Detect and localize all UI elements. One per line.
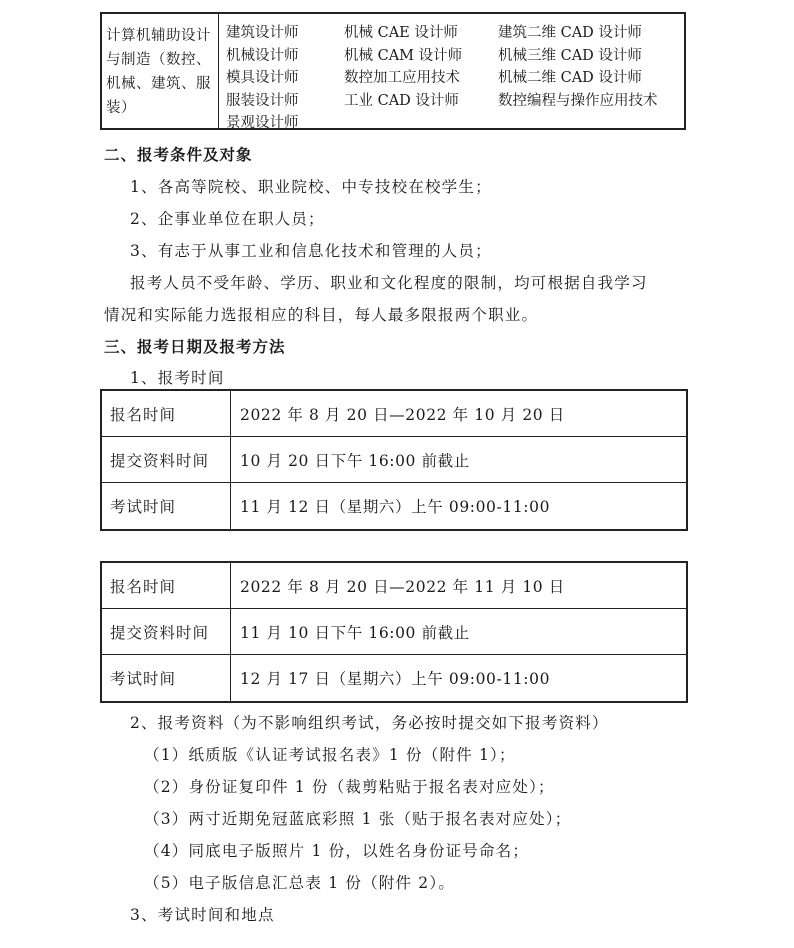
- job-title: 建筑二维 CAD 设计师: [498, 25, 642, 41]
- category-label: 计算机辅助设计与制造（数控、机械、建筑、服装）: [106, 28, 211, 116]
- schedule-value: 11 月 10 日下午 16:00 前截止: [240, 624, 470, 642]
- category-column-2: [344, 22, 462, 112]
- category-column-3: [498, 22, 658, 112]
- material-item: （3）两寸近期免冠蓝底彩照 1 张（贴于报名表对应处）；: [144, 810, 572, 828]
- schedule-table-b: [100, 561, 688, 703]
- condition-item: 1、各高等院校、职业院校、中专技校在校学生；: [130, 178, 492, 196]
- schedule-value: 2022 年 8 月 20 日—2022 年 11 月 10 日: [240, 578, 565, 596]
- condition-paragraph-line-1: 报考人员不受年龄、学历、职业和文化程度的限制，均可根据自我学习: [130, 274, 648, 292]
- schedule-value: 2022 年 8 月 20 日—2022 年 10 月 20 日: [240, 406, 565, 424]
- job-title: 机械设计师: [226, 47, 299, 64]
- table-row: [102, 391, 686, 437]
- table-row: [102, 563, 686, 609]
- schedule-table-a: [100, 389, 688, 531]
- job-title: 服装设计师: [226, 92, 299, 109]
- table-row: [102, 609, 686, 655]
- section-3-heading: 三、报考日期及报考方法: [104, 338, 286, 356]
- schedule-value: 12 月 17 日（星期六）上午 09:00-11:00: [240, 670, 551, 688]
- job-title: 模具设计师: [226, 70, 299, 87]
- condition-item: 2、企事业单位在职人员；: [130, 210, 325, 228]
- category-table: [100, 12, 686, 130]
- condition-item: 3、有志于从事工业和信息化技术和管理的人员；: [130, 242, 492, 260]
- table-row: [102, 655, 686, 701]
- table-row: [102, 483, 686, 529]
- subsection-registration-time: 1、报考时间: [130, 369, 225, 387]
- schedule-value: 11 月 12 日（星期六）上午 09:00-11:00: [240, 498, 551, 516]
- category-column-1: [226, 22, 299, 135]
- material-item: （1）纸质版《认证考试报名表》1 份（附件 1）；: [144, 746, 516, 764]
- condition-paragraph-line-2: 情况和实际能力选报相应的科目，每人最多限报两个职业。: [104, 306, 539, 324]
- category-divider: [218, 14, 219, 128]
- schedule-key: 提交资料时间: [110, 624, 210, 642]
- schedule-key: 考试时间: [110, 670, 177, 688]
- schedule-key: 提交资料时间: [110, 452, 210, 470]
- job-title: 机械三维 CAD 设计师: [498, 47, 642, 64]
- schedule-key: 考试时间: [110, 498, 177, 516]
- job-title: 工业 CAD 设计师: [344, 92, 459, 109]
- material-item: （2）身份证复印件 1 份（裁剪粘贴于报名表对应处）；: [144, 778, 555, 796]
- job-title: 机械 CAE 设计师: [344, 25, 458, 41]
- material-item: （4）同底电子版照片 1 份，以姓名身份证号命名；: [144, 842, 530, 860]
- job-title: 建筑设计师: [226, 25, 299, 41]
- job-title: 机械二维 CAD 设计师: [498, 70, 642, 87]
- job-title: 景观设计师: [226, 115, 299, 132]
- schedule-value: 10 月 20 日下午 16:00 前截止: [240, 452, 470, 470]
- schedule-key: 报名时间: [110, 406, 177, 424]
- subsection-exam-time-place: 3、考试时间和地点: [130, 906, 275, 924]
- subsection-materials: 2、报考资料（为不影响组织考试，务必按时提交如下报考资料）: [130, 714, 609, 732]
- schedule-key: 报名时间: [110, 578, 177, 596]
- section-2-heading: 二、报考条件及对象: [104, 146, 253, 164]
- material-item: （5）电子版信息汇总表 1 份（附件 2）。: [144, 874, 456, 892]
- job-title: 机械 CAM 设计师: [344, 47, 463, 64]
- job-title: 数控编程与操作应用技术: [498, 92, 658, 109]
- table-row: [102, 437, 686, 483]
- job-title: 数控加工应用技术: [344, 70, 460, 87]
